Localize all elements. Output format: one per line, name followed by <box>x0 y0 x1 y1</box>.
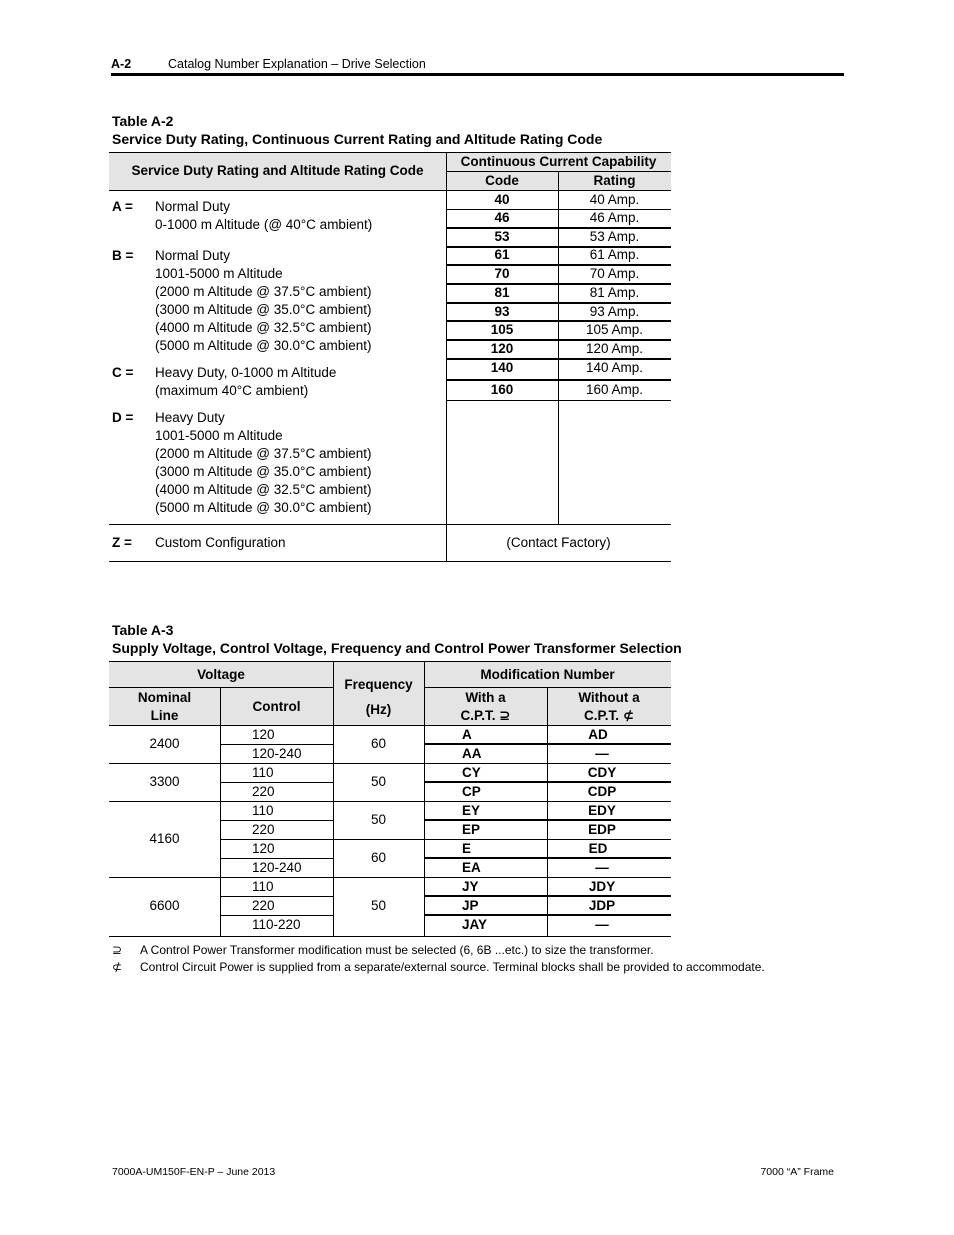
header-line: (Hz) <box>365 702 392 717</box>
col-header-modification-number: Modification Number <box>480 667 615 682</box>
frequency-cell: 50 <box>370 812 387 827</box>
rule <box>220 820 333 821</box>
rating-code-letter-z: Z = <box>112 535 132 550</box>
table-a2-label: Table A-2 <box>112 113 174 129</box>
table-a3-label: Table A-3 <box>112 622 174 638</box>
control-voltage-cell: 110-220 <box>252 917 301 932</box>
col-header-code: Code <box>485 173 519 188</box>
description-line: (2000 m Altitude @ 37.5°C ambient) <box>155 284 372 299</box>
description-line: 1001-5000 m Altitude <box>155 428 283 443</box>
rating-cell: 46 Amp. <box>589 210 640 225</box>
without-cpt-cell: — <box>595 746 609 761</box>
code-cell: 53 <box>494 229 510 244</box>
rating-cell: 70 Amp. <box>589 266 640 281</box>
description-line: (maximum 40°C ambient) <box>155 383 309 398</box>
frequency-cell: 60 <box>370 736 387 751</box>
description-line: 0-1000 m Altitude (@ 40°C ambient) <box>155 217 373 232</box>
description-line: (4000 m Altitude @ 32.5°C ambient) <box>155 482 372 497</box>
superset-icon: ⊇ <box>112 943 123 957</box>
code-cell: 160 <box>490 382 514 397</box>
without-cpt-cell: CDY <box>587 765 617 780</box>
code-cell: 93 <box>494 304 510 319</box>
description-line: Normal Duty <box>155 248 231 263</box>
with-cpt-cell: CY <box>462 765 481 780</box>
control-voltage-cell: 220 <box>252 784 275 799</box>
with-cpt-cell: AA <box>462 746 482 761</box>
contact-factory-text: (Contact Factory) <box>506 535 611 550</box>
with-cpt-cell: EY <box>462 803 481 818</box>
rule <box>109 936 671 937</box>
rating-code-letter: C = <box>112 365 134 380</box>
with-cpt-cell: EP <box>462 822 481 837</box>
header-line: Frequency <box>344 677 413 692</box>
description-line: Heavy Duty <box>155 410 225 425</box>
control-voltage-cell: 120 <box>252 727 275 742</box>
page-number: A-2 <box>111 57 132 71</box>
code-cell: 105 <box>490 322 514 337</box>
col-header-service-duty: Service Duty Rating and Altitude Rating Code <box>131 163 424 178</box>
col-header-nominal-line <box>109 689 220 725</box>
nominal-line-cell: 3300 <box>149 774 180 789</box>
rule <box>109 661 671 662</box>
description-line: (3000 m Altitude @ 35.0°C ambient) <box>155 302 372 317</box>
nominal-line-cell: 4160 <box>149 831 180 846</box>
rating-cell: 105 Amp. <box>585 322 644 337</box>
page-header <box>111 56 844 76</box>
with-cpt-cell: JAY <box>462 917 488 932</box>
control-voltage-cell: 110 <box>252 803 274 818</box>
rule <box>220 896 333 897</box>
header-line: Without a <box>578 690 640 705</box>
rating-code-description <box>155 409 371 517</box>
code-cell: 70 <box>494 266 510 281</box>
custom-configuration-text <box>155 534 286 552</box>
control-voltage-cell: 120 <box>252 841 275 856</box>
rating-cell: 53 Amp. <box>589 229 640 244</box>
code-cell: 81 <box>494 285 510 300</box>
table-a3-caption: Supply Voltage, Control Voltage, Frequency and Control Power Transformer Selection <box>112 640 682 656</box>
description-line: (5000 m Altitude @ 30.0°C ambient) <box>155 338 372 353</box>
rating-cell: 40 Amp. <box>589 192 640 207</box>
rule <box>220 782 333 783</box>
rule <box>109 561 671 562</box>
rating-code-letter: D = <box>112 410 134 425</box>
control-voltage-cell: 110 <box>252 879 274 894</box>
control-voltage-cell: 120-240 <box>252 860 302 875</box>
control-voltage-cell: 220 <box>252 898 275 913</box>
with-cpt-cell: JP <box>462 898 479 913</box>
rule <box>109 687 333 688</box>
with-cpt-cell: JY <box>462 879 479 894</box>
rating-cell: 61 Amp. <box>589 247 640 262</box>
rating-code-letter: B = <box>112 248 134 263</box>
without-cpt-cell: EDP <box>588 822 616 837</box>
without-cpt-cell: — <box>595 917 609 932</box>
without-cpt-cell: JDY <box>588 879 616 894</box>
col-header-with-cpt <box>424 689 547 725</box>
without-cpt-cell: JDP <box>588 898 616 913</box>
code-cell: 61 <box>494 247 510 262</box>
rule <box>220 687 221 937</box>
without-cpt-cell: — <box>595 860 609 875</box>
frequency-cell: 60 <box>370 850 387 865</box>
rating-code-description <box>155 198 372 234</box>
description-line: Normal Duty <box>155 199 231 214</box>
header-line: C.P.T. ⊇ <box>460 708 511 723</box>
with-cpt-cell: A <box>462 727 472 742</box>
rule <box>446 400 671 401</box>
col-header-voltage: Voltage <box>197 667 245 682</box>
with-cpt-cell: CP <box>462 784 481 799</box>
col-header-control: Control <box>252 699 301 714</box>
rating-cell: 93 Amp. <box>589 304 640 319</box>
rule <box>109 524 671 525</box>
rating-code-description <box>155 364 336 400</box>
with-cpt-cell: E <box>462 841 472 856</box>
description-line: (3000 m Altitude @ 35.0°C ambient) <box>155 464 372 479</box>
control-voltage-cell: 120-240 <box>252 746 302 761</box>
control-voltage-cell: 110 <box>252 765 274 780</box>
rating-cell: 140 Amp. <box>585 360 644 375</box>
footnote-text: Control Circuit Power is supplied from a separate/external source. Terminal blocks shall be provided to accommodate. <box>140 960 765 974</box>
without-cpt-cell: ED <box>588 841 608 856</box>
frequency-cell: 50 <box>370 898 387 913</box>
col-header-without-cpt <box>547 689 671 725</box>
footer-publication: 7000A-UM150F-EN-P – June 2013 <box>112 1166 276 1178</box>
header-line: C.P.T. ⊄ <box>583 708 635 723</box>
nominal-line-cell: 2400 <box>149 736 180 751</box>
with-cpt-cell: EA <box>462 860 481 875</box>
col-header-rating: Rating <box>593 173 636 188</box>
without-cpt-cell: CDP <box>587 784 617 799</box>
header-line: Line <box>150 708 179 723</box>
footnote-text: A Control Power Transformer modification must be selected (6, 6B ...etc.) to size the transformer. <box>140 943 654 957</box>
header-title: Catalog Number Explanation – Drive Selection <box>168 57 426 71</box>
rating-cell: 81 Amp. <box>589 285 640 300</box>
description-line: Heavy Duty, 0-1000 m Altitude <box>155 365 337 380</box>
not-subset-icon: ⊄ <box>112 960 123 974</box>
col-header-continuous-current: Continuous Current Capability <box>460 154 657 169</box>
nominal-line-cell: 6600 <box>149 898 180 913</box>
table-a2 <box>109 152 671 562</box>
without-cpt-cell: EDY <box>588 803 616 818</box>
table-a3 <box>109 661 671 937</box>
description-line: 1001-5000 m Altitude <box>155 266 283 281</box>
code-cell: 46 <box>494 210 510 225</box>
col-header-frequency <box>333 672 424 722</box>
rating-cell: 120 Amp. <box>585 341 644 356</box>
rating-cell: 160 Amp. <box>585 382 644 397</box>
code-cell: 120 <box>490 341 514 356</box>
code-cell: 40 <box>494 192 510 207</box>
description-line: (4000 m Altitude @ 32.5°C ambient) <box>155 320 372 335</box>
rating-code-description <box>155 247 371 355</box>
header-line: Nominal <box>137 690 192 705</box>
footer-product: 7000 “A” Frame <box>760 1166 834 1178</box>
without-cpt-cell: AD <box>588 727 608 742</box>
description-line: (5000 m Altitude @ 30.0°C ambient) <box>155 500 372 515</box>
control-voltage-cell: 220 <box>252 822 275 837</box>
header-line: With a <box>465 690 506 705</box>
description-line: Custom Configuration <box>155 535 286 550</box>
rating-code-letter: A = <box>112 199 133 214</box>
frequency-cell: 50 <box>370 774 387 789</box>
description-line: (2000 m Altitude @ 37.5°C ambient) <box>155 446 372 461</box>
code-cell: 140 <box>490 360 514 375</box>
table-a2-caption: Service Duty Rating, Continuous Current Rating and Altitude Rating Code <box>112 131 603 147</box>
